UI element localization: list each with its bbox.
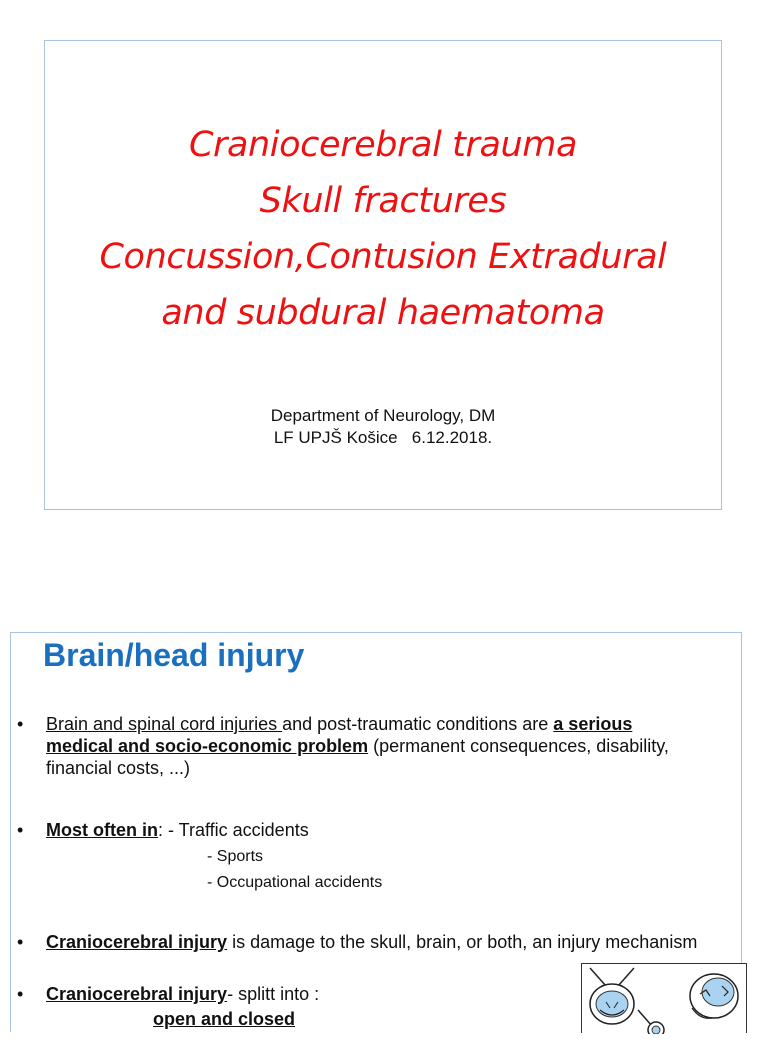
title-line-1: Craniocerebral trauma xyxy=(188,125,578,165)
slide-subtitle xyxy=(45,405,721,449)
skull-side-icon xyxy=(690,974,738,1018)
title-slide xyxy=(44,40,722,510)
bullet-marker: • xyxy=(17,820,24,840)
title-line-3: Concussion,Contusion Extradural xyxy=(99,237,667,277)
bullet-marker: • xyxy=(17,714,24,734)
sub-item-sports: - Sports xyxy=(207,848,264,865)
content-slide xyxy=(10,632,742,1032)
bullet3-emphasis: Craniocerebral injury xyxy=(46,932,228,952)
bullet4-text: - splitt into : xyxy=(227,984,320,1004)
skull-front-icon xyxy=(590,968,634,1024)
bullet2-text: : - Traffic accidents xyxy=(157,820,309,840)
slide-heading: Brain/head injury xyxy=(43,637,305,673)
bullet-marker: • xyxy=(17,932,24,952)
bullet-item-3 xyxy=(17,931,726,953)
institution-date-line: LF UPJŠ Košice 6.12.2018. xyxy=(273,428,493,447)
bullet4-sub: open and closed xyxy=(153,1009,296,1029)
department-line: Department of Neurology, DM xyxy=(270,406,496,425)
brain-ct-icon xyxy=(638,1010,664,1034)
title-line-4: and subdural haematoma xyxy=(161,293,605,333)
bullet-item-1 xyxy=(17,713,686,779)
bullet4-emphasis: Craniocerebral injury xyxy=(46,984,228,1004)
bullet1-text-b: (permanent consequences, disability, financial costs, ...) xyxy=(46,736,669,778)
bullet1-text-a: and post-traumatic conditions are xyxy=(282,714,554,734)
bullet-marker: • xyxy=(17,984,24,1004)
bullet-item-4 xyxy=(17,983,566,1005)
sub-item-occupational: - Occupational accidents xyxy=(207,874,383,891)
slide-title xyxy=(45,117,721,341)
bullet-item-2 xyxy=(17,819,686,841)
bullet1-underlined: Brain and spinal cord injuries xyxy=(46,714,283,734)
title-line-2: Skull fractures xyxy=(259,181,507,221)
skull-illustration xyxy=(581,963,747,1033)
bullet2-emphasis: Most often in xyxy=(46,820,158,840)
bullet1-emphasis: a serious medical and socio-economic problem xyxy=(46,714,633,756)
bullet3-text: is damage to the skull, brain, or both, an injury mechanism xyxy=(227,932,698,952)
